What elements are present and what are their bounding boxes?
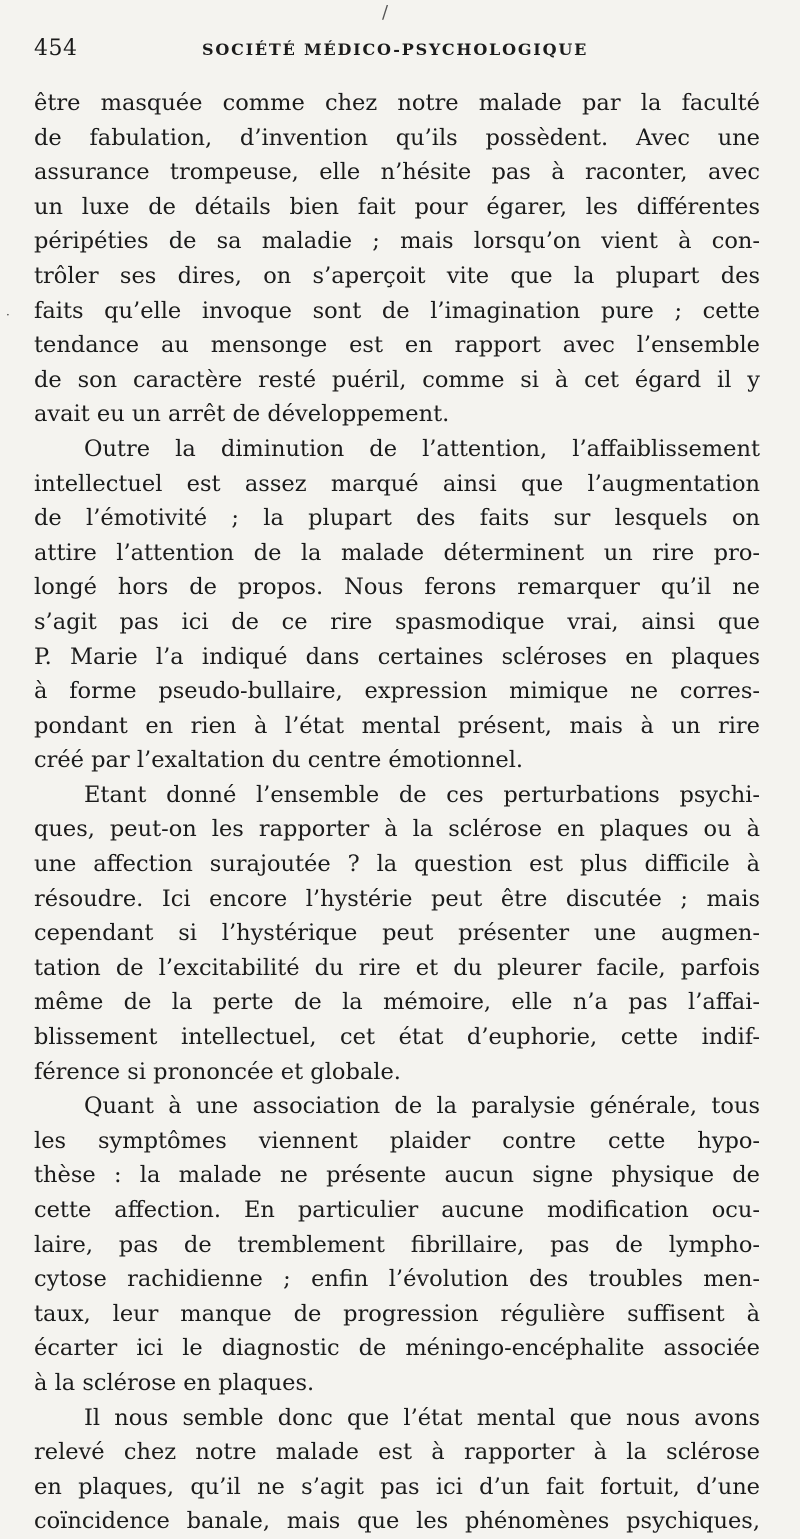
text-line: Outre la diminution de l’attention, l’affaiblissement — [84, 435, 760, 462]
text-line: résoudre. Ici encore l’hystérie peut être discutée ; mais — [34, 885, 760, 912]
text-line: de fabulation, d’invention qu’ils possèdent. Avec une — [34, 124, 760, 151]
text-line: trôler ses dires, on s’aperçoit vite que la plupart des — [34, 262, 760, 289]
text-line: un luxe de détails bien fait pour égarer, les différentes — [34, 193, 760, 220]
text-line: à forme pseudo-bullaire, expression mimique ne corres- — [34, 678, 760, 705]
text-line: laire, pas de tremblement fibrillaire, pas de lympho- — [34, 1231, 760, 1258]
margin-dot-mark: · — [6, 308, 10, 322]
text-line: cette affection. En particulier aucune modification ocu- — [34, 1197, 760, 1223]
text-line: en plaques, qu’il ne s’agit pas ici d’un fait fortuit, d’une — [34, 1473, 760, 1500]
text-line: de l’émotivité ; la plupart des faits sur lesquels on — [34, 505, 760, 532]
text-line: Il nous semble donc que l’état mental que nous avons — [84, 1404, 760, 1431]
text-line: faits qu’elle invoque sont de l’imagination pure ; cette — [34, 297, 760, 324]
text-line: P. Marie l’a indiqué dans certaines scléroses en plaques — [34, 643, 760, 670]
text-line: s’agit pas ici de ce rire spasmodique vrai, ainsi que — [34, 608, 760, 635]
text-line: même de la perte de la mémoire, elle n’a pas l’affai- — [34, 989, 760, 1016]
page-number: 454 — [34, 36, 78, 61]
text-line: coïncidence banale, mais que les phénomènes psychiques, — [34, 1508, 760, 1535]
text-line: Quant à une association de la paralysie générale, tous — [84, 1093, 760, 1120]
text-line: blissement intellectuel, cet état d’euphorie, cette indif- — [34, 1024, 760, 1051]
text-line: une affection surajoutée ? la question est plus difficile à — [34, 851, 760, 878]
text-line: les symptômes viennent plaider contre cette hypo- — [34, 1127, 760, 1154]
text-line: pondant en rien à l’état mental présent, mais à un rire — [34, 712, 760, 739]
text-line: longé hors de propos. Nous ferons remarquer qu’il ne — [34, 574, 760, 601]
body-text — [34, 86, 760, 1539]
text-line: avait eu un arrêt de développement. — [34, 401, 450, 428]
text-line: relevé chez notre malade est à rapporter à la sclérose — [34, 1439, 760, 1466]
text-line: tendance au mensonge est en rapport avec l’ensemble — [34, 332, 760, 359]
running-head — [34, 36, 760, 76]
text-line: Etant donné l’ensemble de ces perturbations psychi- — [84, 781, 760, 808]
text-line: taux, leur manque de progression régulière suffisent à — [34, 1300, 760, 1327]
text-line: férence si prononcée et globale. — [34, 1058, 401, 1085]
text-line: ques, peut-on les rapporter à la sclérose en plaques ou à — [34, 816, 760, 843]
text-line: attire l’attention de la malade déterminent un rire pro- — [34, 539, 760, 566]
text-line: péripéties de sa maladie ; mais lorsqu’on vient à con- — [34, 228, 760, 255]
text-line: thèse : la malade ne présente aucun signe physique de — [34, 1162, 760, 1189]
text-line: de son caractère resté puéril, comme si à cet égard il y — [34, 366, 760, 393]
text-line: créé par l’exaltation du centre émotionnel. — [34, 747, 524, 774]
text-line: cytose rachidienne ; enfin l’évolution des troubles men- — [34, 1266, 760, 1293]
text-line: être masquée comme chez notre malade par la faculté — [34, 90, 760, 116]
text-line: à la sclérose en plaques. — [34, 1369, 315, 1396]
text-line: écarter ici le diagnostic de méningo-encéphalite associée — [34, 1335, 760, 1362]
top-pen-mark: / — [382, 2, 389, 23]
text-line: tation de l’excitabilité du rire et du pleurer facile, parfois — [34, 954, 760, 981]
text-line: cependant si l’hystérique peut présenter une augmen- — [34, 920, 760, 947]
text-line: assurance trompeuse, elle n’hésite pas à raconter, avec — [34, 159, 760, 186]
text-line: intellectuel est assez marqué ainsi que l’augmentation — [34, 470, 760, 497]
running-title: SOCIÉTÉ MÉDICO-PSYCHOLOGIQUE — [202, 40, 589, 59]
